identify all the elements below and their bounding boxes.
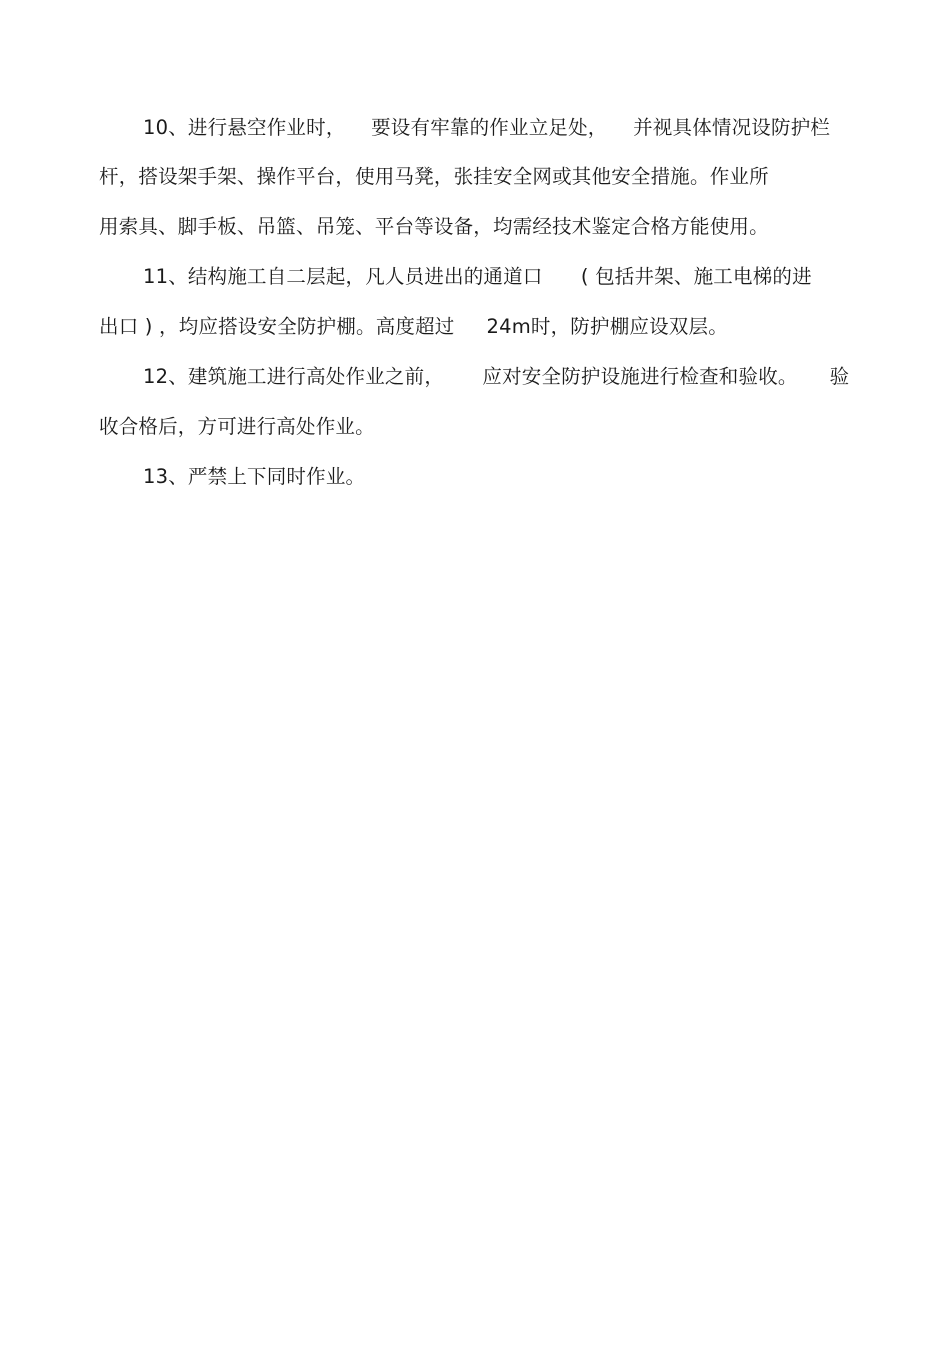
text-line: 杆，搭设架手架、操作平台，使用马凳，张挂安全网或其他安全措施。作业所 [99, 165, 769, 188]
text-line: 收合格后，方可进行高处作业。 [99, 415, 375, 438]
text-line: 11、结构施工自二层起，凡人员进出的通道口 ( 包括井架、施工电梯的进 [143, 265, 812, 288]
text-line: 12、建筑施工进行高处作业之前， 应对安全防护设施进行检查和验收。 验 [143, 365, 850, 388]
text-line: 10、进行悬空作业时， 要设有牢靠的作业立足处， 并视具体情况设防护栏 [143, 116, 831, 139]
text-line: 13、严禁上下同时作业。 [143, 465, 366, 488]
text-line: 用索具、脚手板、吊篮、吊笼、平台等设备，均需经技术鉴定合格方能使用。 [99, 215, 769, 238]
text-line: 出口 ) ，均应搭设安全防护棚。高度超过 24m时，防护棚应设双层。 [99, 315, 728, 338]
